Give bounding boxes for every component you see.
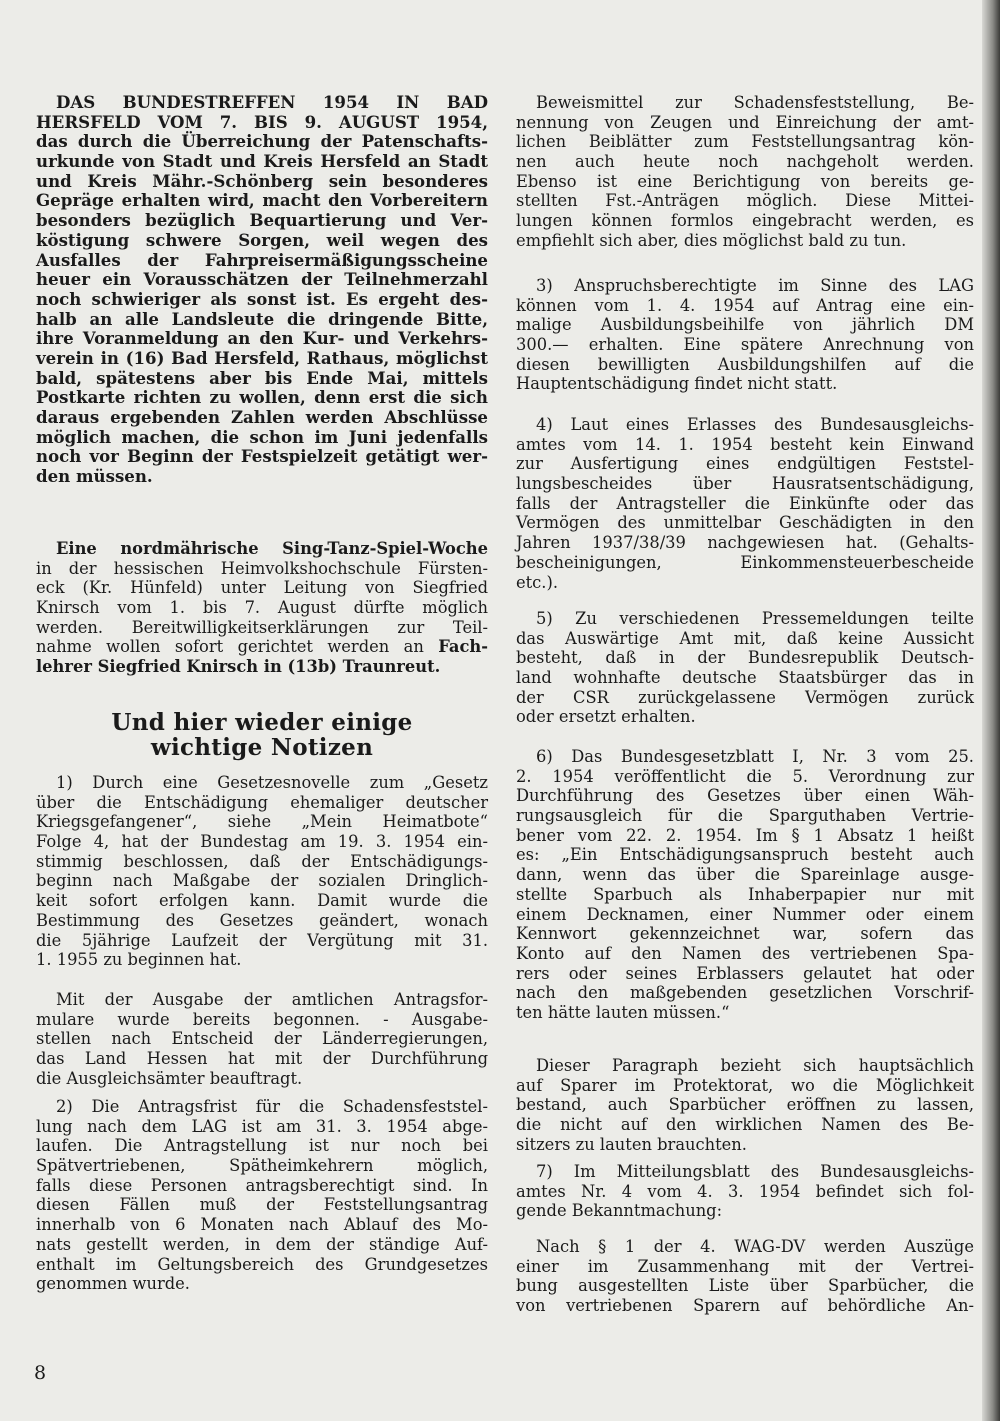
text-line: Spätvertriebenen, Spätheimkehrern möglich, (36, 1156, 488, 1176)
text-line: stellte Sparbuch als Inhaberpapier nur mit (516, 884, 974, 904)
bold-text: lehrer Siegfried Knirsch in (13b) Traunreut. (36, 657, 441, 677)
text-line: nennung von Zeugen und Einreichung der amt- (516, 112, 974, 132)
text-line: land wohnhafte deutsche Staatsbürger das in (516, 668, 974, 688)
paragraph (36, 990, 488, 1088)
text-line: besonders bezüglich Bequartierung und Ver- (36, 210, 488, 231)
text-line: es: „Ein Entschädigungsanspruch besteht auch (516, 845, 974, 865)
text-line: 4) Laut eines Erlasses des Bundesausgleichs- (536, 415, 974, 434)
text-line: Nach § 1 der 4. WAG-DV werden Auszüge (536, 1237, 974, 1256)
text-line: der CSR zurückgelassene Vermögen zurück (516, 687, 974, 707)
text-line: zur Ausfertigung eines endgültigen Feststel- (516, 454, 974, 474)
text-line: Ebenso ist eine Berichtigung von bereits ge- (516, 171, 974, 191)
text-line: bung ausgestellten Liste über Sparbücher, die (516, 1276, 974, 1296)
text-line: Beweismittel zur Schadensfeststellung, Be- (536, 93, 974, 112)
page-number: 8 (34, 1362, 47, 1384)
text-line: bener vom 22. 2. 1954. Im § 1 Absatz 1 heißt (516, 825, 974, 845)
text-line: 2) Die Antragsfrist für die Schadensfeststel- (56, 1097, 488, 1116)
text-line: werden. Bereitwilligkeitserklärungen zur Teil- (36, 617, 488, 637)
text-line: HERSFELD VOM 7. BIS 9. AUGUST 1954, (36, 111, 488, 132)
text-line: Postkarte richten zu wollen, denn erst die sich (36, 387, 488, 408)
paragraph (516, 609, 974, 727)
text-line: urkunde von Stadt und Kreis Hersfeld an Stadt (36, 151, 488, 172)
text-line: das Auswärtige Amt mit, daß keine Aussicht (516, 628, 974, 648)
text-line: das durch die Überreichung der Patenschafts- (36, 131, 488, 152)
text-line: oder ersetzt erhalten. (516, 707, 696, 727)
text-line: verein in (16) Bad Hersfeld, Rathaus, möglichst (36, 347, 488, 368)
text-line: Konto auf den Namen des vertriebenen Spa- (516, 943, 974, 963)
text-line: können vom 1. 4. 1954 auf Antrag eine ein- (516, 295, 974, 315)
text-line: die Ausgleichsämter beauftragt. (36, 1068, 303, 1088)
text-line: ten hätte lauten müssen.“ (516, 1002, 730, 1022)
text-line: 7) Im Mitteilungsblatt des Bundesausgleichs- (536, 1162, 974, 1181)
text-line: den müssen. (36, 466, 153, 487)
paragraph (36, 1097, 488, 1294)
text-line: nen auch heute noch nachgeholt werden. (516, 152, 974, 172)
paragraph (36, 539, 488, 677)
paragraph (516, 1162, 974, 1221)
text-line: auf Sparer im Protektorat, wo die Möglichkeit (516, 1075, 974, 1095)
text-line: halb an alle Landsleute die dringende Bitte, (36, 308, 488, 329)
text-line: Jahren 1937/38/39 nachgewiesen hat. (Gehalts- (516, 533, 974, 553)
text-line: amtes Nr. 4 vom 4. 3. 1954 befindet sich fol- (516, 1181, 974, 1201)
text-line: keit sofort erfolgen kann. Damit wurde die (36, 891, 488, 911)
paragraph (36, 93, 488, 487)
text-line: und Kreis Mähr.-Schönberg sein besonderes (36, 170, 488, 191)
text-line: 2. 1954 veröffentlicht die 5. Verordnung zur (516, 766, 974, 786)
text-line: über die Entschädigung ehemaliger deutscher (36, 792, 488, 812)
text-line: enthalt im Geltungsbereich des Grundgesetzes (36, 1254, 488, 1274)
paragraph (516, 1237, 974, 1316)
text-line: bestand, auch Sparbücher eröffnen zu lassen, (516, 1095, 974, 1115)
section-heading (36, 710, 488, 760)
text-line: in der hessischen Heimvolkshochschule Fürsten- (36, 558, 488, 578)
text-line: diesen Fällen muß der Feststellungsantrag (36, 1195, 488, 1215)
text-line: Kennwort gekennzeichnet war, sofern das (516, 924, 974, 944)
text-line: nats gestellt werden, in dem der ständige Auf- (36, 1234, 488, 1254)
text-line (36, 657, 488, 677)
text-line: bald, spätestens aber bis Ende Mai, mittels (36, 367, 488, 388)
text-line: Bestimmung des Gesetzes geändert, wonach (36, 910, 488, 930)
text-line: falls diese Personen antragsberechtigt sind. In (36, 1175, 488, 1195)
text-line: gende Bekanntmachung: (516, 1201, 723, 1221)
text-line: malige Ausbildungsbeihilfe von jährlich DM (516, 315, 974, 335)
paragraph (516, 415, 974, 592)
text-line: möglich machen, die schon im Juni jedenfalls (36, 426, 488, 447)
text-line: besteht, daß in der Bundesrepublik Deutsch- (516, 648, 974, 668)
text-line: 300.— erhalten. Eine spätere Anrechnung von (516, 335, 974, 355)
text-line: noch vor Beginn der Festspielzeit getätigt wer- (36, 446, 488, 467)
text-line: Mit der Ausgabe der amtlichen Antragsfor- (56, 990, 488, 1009)
text-line: empfiehlt sich aber, dies möglichst bald zu tun. (516, 230, 907, 250)
text-line: eck (Kr. Hünfeld) unter Leitung von Siegfried (36, 578, 488, 598)
text-line: Gepräge erhalten wird, macht den Vorbereitern (36, 190, 488, 211)
text-line: daraus ergebenden Zahlen werden Abschlüsse (36, 407, 488, 427)
text-line: beginn nach Maßgabe der sozialen Dringlich- (36, 871, 488, 891)
text-line: laufen. Die Antragstellung ist nur noch bei (36, 1136, 488, 1156)
text-line: diesen bewilligten Ausbildungshilfen auf die (516, 354, 974, 374)
text-line: Ausfalles der Fahrpreisermäßigungsscheine (36, 249, 488, 270)
text-line: Vermögen des unmittelbar Geschädigten in den (516, 513, 974, 533)
bold-text: Fach- (438, 637, 488, 657)
text-line: Hauptentschädigung findet nicht statt. (516, 374, 838, 394)
text-segment: nahme wollen sofort gerichtet werden an (36, 637, 439, 657)
text-line: von vertriebenen Sparern auf behördliche An- (516, 1296, 974, 1316)
paragraph (516, 1056, 974, 1154)
text-line: einer im Zusammenhang mit der Vertrei- (516, 1256, 974, 1276)
text-line: falls der Antragsteller die Einkünfte oder das (516, 493, 974, 513)
paragraph (516, 276, 974, 394)
text-line: die 5jährige Laufzeit der Vergütung mit 31. (36, 930, 488, 950)
text-line: einem Decknamen, einer Nummer oder einem (516, 904, 974, 924)
text-line: 1) Durch eine Gesetzesnovelle zum „Gesetz (56, 773, 488, 792)
text-line: dann, wenn das über die Spareinlage ausge- (516, 865, 974, 885)
text-line: rungsausgleich für die Sparguthaben Vertrie- (516, 806, 974, 826)
text-line: Folge 4, hat der Bundestag am 19. 3. 1954 ein- (36, 832, 488, 852)
text-line: ihre Voranmeldung an den Kur- und Verkehrs- (36, 328, 488, 349)
text-line: 5) Zu verschiedenen Pressemeldungen teilte (536, 609, 974, 628)
text-line: mulare wurde bereits begonnen. - Ausgabe- (36, 1009, 488, 1029)
text-line: rers oder seines Erblassers gelautet hat oder (516, 963, 974, 983)
paragraph (516, 747, 974, 1023)
paragraph (516, 93, 974, 251)
heading-line: wichtige Notizen (150, 734, 374, 761)
text-line: heuer ein Vorausschätzen der Teilnehmerzahl (36, 269, 488, 290)
text-line: stellten Fst.-Anträgen möglich. Diese Mittei- (516, 191, 974, 211)
text-line: bescheinigungen, Einkommensteuerbescheide (516, 552, 974, 572)
text-line: das Land Hessen hat mit der Durchführung (36, 1049, 488, 1069)
text-line: die nicht auf den wirklichen Namen des Be- (516, 1115, 974, 1135)
text-line: köstigung schwere Sorgen, weil wegen des (36, 229, 488, 250)
text-line: noch schwieriger als sonst ist. Es ergeht des- (36, 288, 488, 309)
text-line: sitzers zu lauten brauchten. (516, 1134, 747, 1154)
text-line: Kriegsgefangener“, siehe „Mein Heimatbote“ (36, 812, 488, 832)
text-line: 6) Das Bundesgesetzblatt I, Nr. 3 vom 25. (536, 747, 974, 766)
text-line: etc.). (516, 572, 558, 592)
text-line: lungsbescheides über Hausratsentschädigung, (516, 474, 974, 494)
text-line: lung nach dem LAG ist am 31. 3. 1954 abge- (36, 1116, 488, 1136)
text-line: 3) Anspruchsberechtigte im Sinne des LAG (536, 276, 974, 295)
text-line: nach den maßgebenden gesetzlichen Vorschrif- (516, 983, 974, 1003)
text-line: innerhalb von 6 Monaten nach Ablauf des Mo- (36, 1215, 488, 1235)
text-line: stimmig beschlossen, daß der Entschädigungs- (36, 851, 488, 871)
text-line: Dieser Paragraph bezieht sich hauptsächlich (536, 1056, 974, 1075)
text-line: Knirsch vom 1. bis 7. August dürfte möglich (36, 598, 488, 618)
text-line: DAS BUNDESTREFFEN 1954 IN BAD (56, 92, 488, 112)
text-line: genommen wurde. (36, 1274, 190, 1294)
text-line: lungen können formlos eingebracht werden, es (516, 211, 974, 231)
text-line (36, 539, 488, 559)
heading-line: Und hier wieder einige (111, 709, 413, 736)
text-line (36, 637, 488, 657)
paragraph (36, 773, 488, 970)
text-line: 1. 1955 zu beginnen hat. (36, 950, 242, 970)
text-line: amtes vom 14. 1. 1954 besteht kein Einwand (516, 434, 974, 454)
text-line: stellen nach Entscheid der Länderregierungen, (36, 1029, 488, 1049)
bold-text: Eine nordmährische Sing-Tanz-Spiel-Woche (56, 539, 488, 558)
page-edge-shadow (982, 0, 1000, 1421)
text-line: Durchführung des Gesetzes über einen Wäh- (516, 786, 974, 806)
text-line: lichen Beiblätter zum Feststellungsantrag kön- (516, 132, 974, 152)
